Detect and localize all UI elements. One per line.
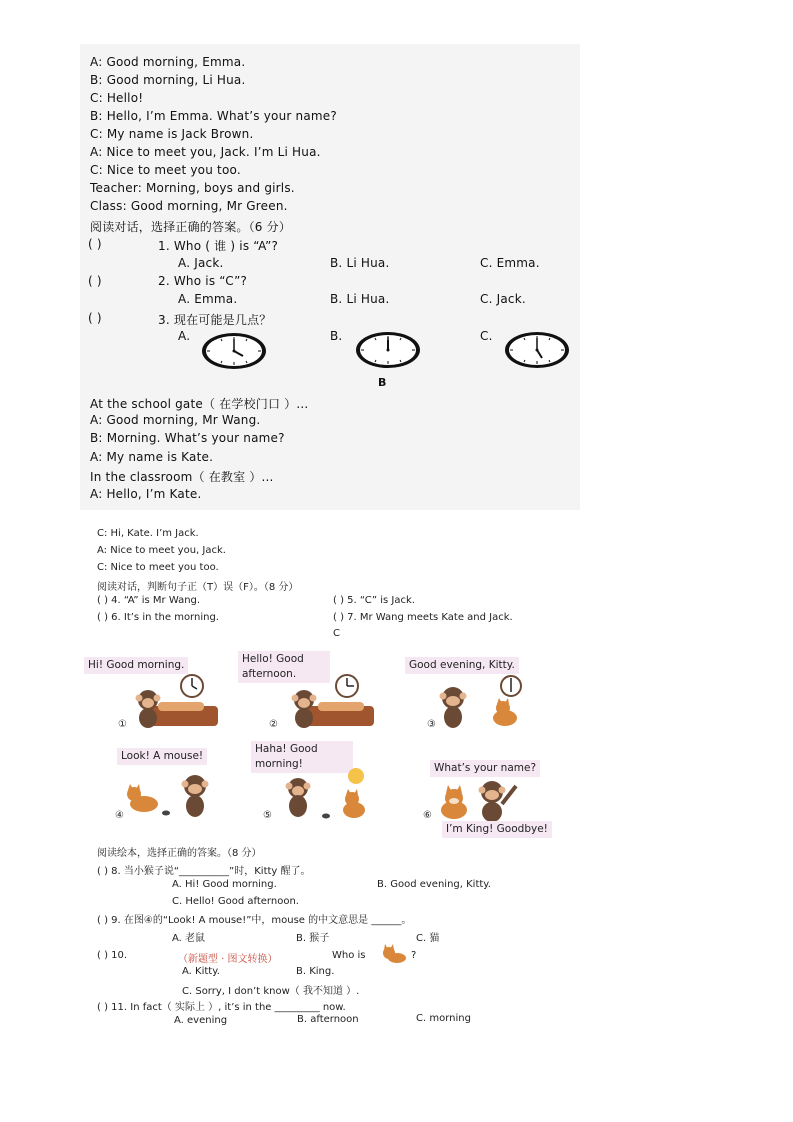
option-c: C. Hello! Good afternoon.: [172, 896, 299, 907]
story-panel-5: [278, 766, 378, 822]
answer-mark: C: [333, 628, 340, 639]
dialogue-line: C: Hi, Kate. I’m Jack.: [97, 528, 199, 539]
speech-bubble: Look! A mouse!: [117, 748, 207, 765]
cat-icon: [381, 944, 407, 964]
section-instruction: 阅读对话，判断句子正（T）误（F）。（8 分）: [97, 582, 299, 593]
story-panel-1: [118, 672, 220, 730]
section-instruction: 阅读绘本，选择正确的答案。（8 分）: [97, 848, 262, 859]
dialogue-line: A: Good morning, Emma.: [90, 55, 246, 69]
speech-bubble: Good evening, Kitty.: [405, 657, 519, 674]
option-b: B. Good evening, Kitty.: [377, 879, 491, 890]
option-b: B. Li Hua.: [330, 256, 390, 270]
dialogue-line: Class: Good morning, Mr Green.: [90, 199, 288, 213]
clock-icon: [503, 331, 571, 369]
dialogue-line: C: My name is Jack Brown.: [90, 127, 254, 141]
clock-icon: [200, 332, 268, 370]
option-c: C. 猫: [416, 933, 440, 944]
question-4[interactable]: ( ) 4. “A” is Mr Wang.: [97, 595, 201, 606]
question-10-end: ?: [411, 950, 417, 961]
option-c: C. morning: [416, 1013, 471, 1024]
option-c: C. Sorry, I don’t know（ 我不知道 ）.: [182, 986, 360, 997]
panel-number: ⑤: [263, 810, 272, 821]
speech-bubble: Hi! Good morning.: [84, 657, 188, 674]
option-c: C. Jack.: [480, 292, 526, 306]
dialogue-line: A: Nice to meet you, Jack.: [97, 545, 226, 556]
dialogue-line: B: Morning. What’s your name?: [90, 431, 285, 445]
bubble-line: Hello! Good: [242, 653, 304, 665]
answer-blank[interactable]: ( ): [88, 274, 102, 288]
dialogue-line: B: Hello, I’m Emma. What’s your name?: [90, 109, 337, 123]
question-5[interactable]: ( ) 5. “C” is Jack.: [333, 595, 415, 606]
clock-icon: [354, 331, 422, 369]
question-3: 3. 现在可能是几点？: [158, 313, 272, 327]
panel-number: ③: [427, 719, 436, 730]
question-10[interactable]: ( ) 10.: [97, 950, 128, 961]
dialogue-line: A: Nice to meet you, Jack. I’m Li Hua.: [90, 145, 321, 159]
option-a: A.: [178, 329, 191, 343]
story-panel-3: [433, 672, 533, 730]
option-a: A. Jack.: [178, 256, 224, 270]
option-a: A. Emma.: [178, 292, 238, 306]
option-b: B.: [330, 329, 343, 343]
option-a: A. Kitty.: [182, 966, 220, 977]
section-instruction: 阅读对话，选择正确的答案。（6 分）: [90, 220, 292, 234]
panel-number: ①: [118, 719, 127, 730]
dialogue-line: At the school gate（ 在学校门口 ）...: [90, 397, 309, 411]
option-b: B. King.: [296, 966, 335, 977]
option-a: A. 老鼠: [172, 933, 206, 944]
question-8[interactable]: ( ) 8. 当小猴子说“__________”时，Kitty 醒了。: [97, 866, 311, 877]
bubble-line: afternoon.: [242, 668, 297, 680]
question-9[interactable]: ( ) 9. 在图④的“Look! A mouse!”中，mouse 的中文意思是 ______。: [97, 915, 412, 926]
dialogue-line: Teacher: Morning, boys and girls.: [90, 181, 295, 195]
option-c: C. Emma.: [480, 256, 540, 270]
option-b: B. Li Hua.: [330, 292, 390, 306]
story-panel-2: [284, 672, 376, 730]
dialogue-line: C: Nice to meet you too.: [90, 163, 241, 177]
dialogue-line: C: Hello!: [90, 91, 144, 105]
dialogue-line: B: Good morning, Li Hua.: [90, 73, 246, 87]
dialogue-line: In the classroom（ 在教室 ）...: [90, 470, 274, 484]
question-7[interactable]: ( ) 7. Mr Wang meets Kate and Jack.: [333, 612, 513, 623]
panel-number: ②: [269, 719, 278, 730]
speech-bubble: What’s your name?: [430, 760, 540, 777]
option-a: A. evening: [174, 1015, 228, 1026]
answer-blank[interactable]: ( ): [88, 237, 102, 251]
question-tag: （新题型 · 图文转换）: [178, 954, 278, 965]
dialogue-line: A: Hello, I’m Kate.: [90, 487, 202, 501]
option-b: B. afternoon: [297, 1014, 359, 1025]
question-6[interactable]: ( ) 6. It’s in the morning.: [97, 612, 219, 623]
panel-number: ④: [115, 810, 124, 821]
bubble-line: Haha! Good: [255, 743, 318, 755]
panel-number: ⑥: [423, 810, 432, 821]
question-10-stem: Who is: [332, 950, 366, 961]
dialogue-line: A: Good morning, Mr Wang.: [90, 413, 261, 427]
story-panel-4: [120, 768, 222, 820]
speech-bubble: I’m King! Goodbye!: [442, 821, 552, 838]
question-1: 1. Who ( 谁 ) is “A”?: [158, 239, 279, 253]
bubble-line: morning!: [255, 758, 303, 770]
question-2: 2. Who is “C”?: [158, 274, 248, 288]
option-a: A. Hi! Good morning.: [172, 879, 277, 890]
answer-mark: B: [378, 376, 387, 389]
answer-blank[interactable]: ( ): [88, 311, 102, 325]
option-c: C.: [480, 329, 493, 343]
dialogue-line: A: My name is Kate.: [90, 450, 214, 464]
story-panel-6: [432, 774, 532, 822]
dialogue-line: C: Nice to meet you too.: [97, 562, 219, 573]
question-11[interactable]: ( ) 11. In fact（ 实际上 ）, it’s in the _________ now.: [97, 1002, 346, 1013]
option-b: B. 猴子: [296, 933, 330, 944]
